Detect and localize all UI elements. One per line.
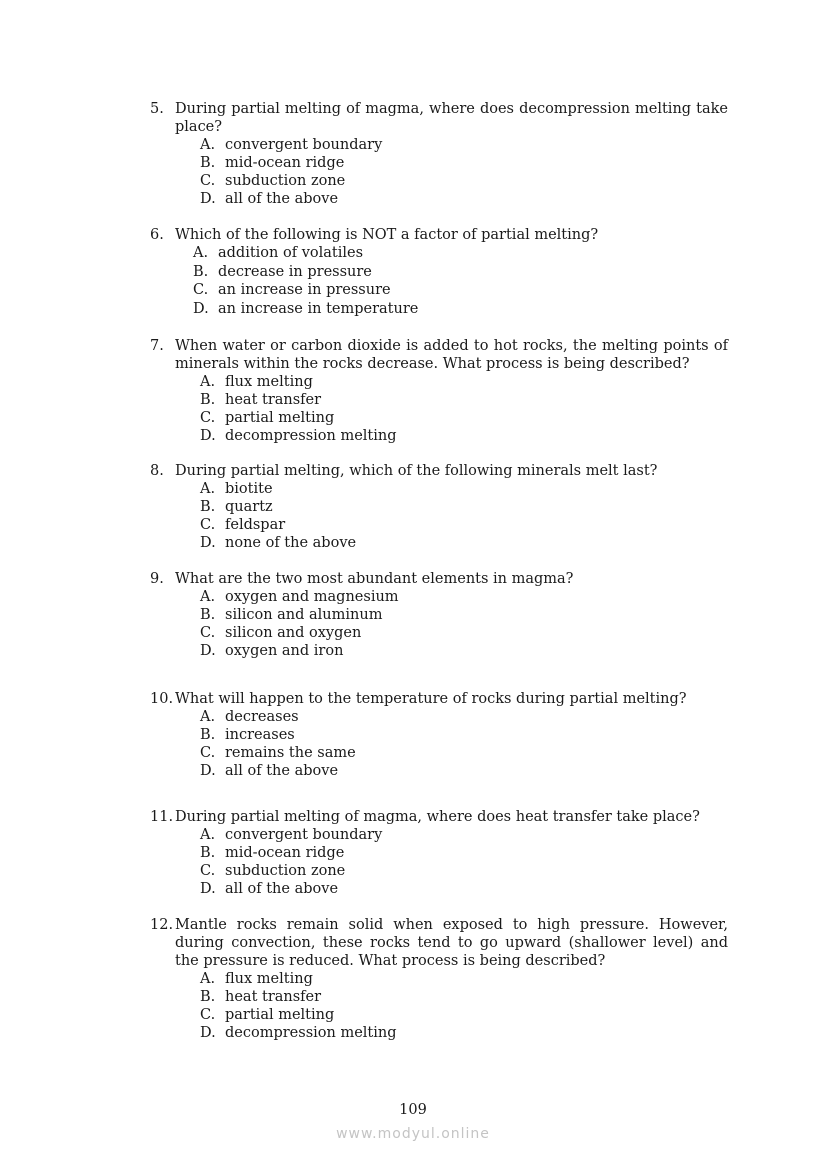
option-text: increases [225, 727, 295, 743]
page-number: 109 [399, 1102, 427, 1118]
option-b [200, 154, 728, 172]
question-11 [150, 808, 728, 898]
option-text: oxygen and iron [225, 643, 344, 659]
option-text: all of the above [225, 191, 339, 207]
option-b [200, 391, 728, 409]
option-letter: A. [200, 137, 216, 153]
option-letter: B. [200, 392, 216, 408]
option-letter: B. [193, 263, 209, 280]
option-c [200, 862, 728, 880]
option-text: subduction zone [225, 863, 346, 879]
option-c [200, 1006, 728, 1024]
option-d [200, 534, 728, 552]
option-text: partial melting [225, 1007, 335, 1023]
options-list [200, 970, 728, 1042]
option-a [200, 480, 728, 498]
option-letter: D. [200, 191, 216, 207]
option-b [200, 844, 728, 862]
option-text: all of the above [225, 763, 339, 779]
question-stem: During partial melting of magma, where does decompression melting take place? [175, 101, 728, 135]
option-c [200, 744, 728, 762]
option-letter: D. [200, 1025, 216, 1041]
option-d [200, 427, 728, 445]
option-letter: A. [193, 245, 209, 261]
option-c [200, 516, 728, 534]
option-letter: D. [200, 643, 216, 659]
question-number: 7. [150, 338, 164, 354]
options-list [193, 244, 728, 318]
option-text: flux melting [225, 374, 313, 390]
option-a [200, 970, 728, 988]
question-stem: During partial melting, which of the following minerals melt last? [175, 463, 658, 479]
option-text: silicon and oxygen [225, 625, 362, 641]
option-b [193, 263, 728, 282]
option-text: decreases [225, 709, 299, 725]
option-c [200, 624, 728, 642]
option-text: biotite [225, 481, 273, 497]
question-stem: Which of the following is NOT a factor of partial melting? [175, 227, 599, 243]
option-letter: D. [200, 428, 216, 444]
question-number: 11. [150, 809, 174, 825]
option-letter: C. [200, 173, 216, 189]
option-d [200, 762, 728, 780]
option-text: partial melting [225, 410, 335, 426]
option-letter: D. [200, 535, 216, 551]
option-text: convergent boundary [225, 137, 383, 153]
option-a [193, 244, 728, 263]
question-number: 10. [150, 691, 174, 707]
options-list [200, 588, 728, 660]
option-b [200, 988, 728, 1006]
question-stem: Mantle rocks remain solid when exposed to high pressure. However, during convection, these rocks tend to go upward (shallower level) and the pressure is reduced. What process is being described? [175, 917, 728, 969]
question-8 [150, 462, 728, 552]
option-letter: C. [200, 745, 216, 761]
option-text: subduction zone [225, 173, 346, 189]
option-d [193, 300, 728, 319]
option-text: oxygen and magnesium [225, 589, 399, 605]
watermark: www.modyul.online [336, 1126, 490, 1142]
option-d [200, 190, 728, 208]
option-b [200, 726, 728, 744]
option-letter: D. [193, 300, 209, 317]
question-stem: What are the two most abundant elements in magma? [175, 571, 574, 587]
option-letter: C. [200, 863, 216, 879]
option-a [200, 826, 728, 844]
question-number: 6. [150, 227, 164, 243]
question-9 [150, 570, 728, 660]
option-letter: A. [200, 481, 216, 497]
option-d [200, 642, 728, 660]
option-letter: A. [200, 971, 216, 987]
question-stem: What will happen to the temperature of rocks during partial melting? [175, 691, 687, 707]
option-text: decompression melting [225, 1025, 397, 1041]
option-letter: A. [200, 589, 216, 605]
options-list [200, 480, 728, 552]
option-b [200, 606, 728, 624]
option-c [200, 409, 728, 427]
option-d [200, 880, 728, 898]
option-text: silicon and aluminum [225, 607, 383, 623]
question-5 [150, 100, 728, 208]
option-text: mid-ocean ridge [225, 845, 345, 861]
option-letter: C. [200, 1007, 216, 1023]
option-letter: C. [200, 410, 216, 426]
option-c [200, 172, 728, 190]
option-text: heat transfer [225, 392, 322, 408]
options-list [200, 708, 728, 780]
option-a [200, 708, 728, 726]
option-letter: B. [200, 845, 216, 861]
option-c [193, 281, 728, 300]
option-text: remains the same [225, 745, 356, 761]
options-list [200, 826, 728, 898]
option-letter: B. [200, 607, 216, 623]
option-text: all of the above [225, 881, 339, 897]
option-letter: B. [200, 727, 216, 743]
question-7 [150, 337, 728, 445]
question-stem: When water or carbon dioxide is added to hot rocks, the melting points of minerals within the rocks decrease. What process is being described? [175, 338, 728, 372]
option-d [200, 1024, 728, 1042]
option-text: flux melting [225, 971, 313, 987]
option-text: quartz [225, 499, 273, 515]
question-10 [150, 690, 728, 780]
question-number: 5. [150, 101, 164, 117]
option-letter: B. [200, 155, 216, 171]
option-text: feldspar [225, 517, 286, 533]
question-number: 12. [150, 917, 174, 933]
option-a [200, 588, 728, 606]
option-text: mid-ocean ridge [225, 155, 345, 171]
options-list [200, 373, 728, 445]
option-text: none of the above [225, 535, 357, 551]
option-letter: A. [200, 374, 216, 390]
option-b [200, 498, 728, 516]
option-text: addition of volatiles [218, 245, 364, 261]
option-letter: D. [200, 763, 216, 779]
option-text: decompression melting [225, 428, 397, 444]
option-letter: C. [193, 282, 209, 298]
option-letter: C. [200, 625, 216, 641]
option-text: decrease in pressure [218, 263, 372, 280]
option-letter: A. [200, 827, 216, 843]
option-a [200, 373, 728, 391]
option-text: heat transfer [225, 989, 322, 1005]
options-list [200, 136, 728, 208]
option-text: an increase in pressure [218, 282, 391, 298]
option-a [200, 136, 728, 154]
option-text: convergent boundary [225, 827, 383, 843]
question-number: 8. [150, 463, 164, 479]
option-text: an increase in temperature [218, 300, 419, 317]
option-letter: B. [200, 499, 216, 515]
option-letter: A. [200, 709, 216, 725]
question-12 [150, 916, 728, 1042]
option-letter: C. [200, 517, 216, 533]
question-number: 9. [150, 571, 164, 587]
question-stem: During partial melting of magma, where does heat transfer take place? [175, 809, 700, 825]
question-6 [150, 226, 728, 318]
option-letter: B. [200, 989, 216, 1005]
option-letter: D. [200, 881, 216, 897]
